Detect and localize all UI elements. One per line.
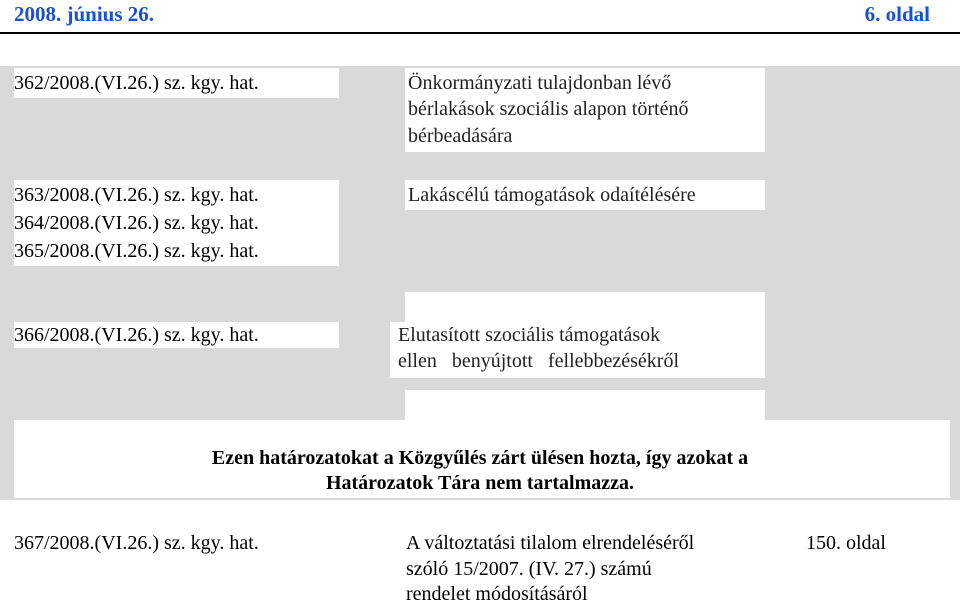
resolution-topic-line: Lakáscélú támogatások odaítélésére (408, 184, 696, 206)
resolution-topic-line: bérbeadására (408, 125, 513, 147)
closed-session-note-line: Határozatok Tára nem tartalmazza. (325, 472, 635, 494)
resolution-topic-line: A változtatási tilalom elrendeléséről (406, 532, 695, 554)
resolution-topic-line: bérlakások szociális alapon történő (408, 98, 689, 120)
resolution-number: 366/2008.(VI.26.) sz. kgy. hat. (14, 324, 259, 346)
resolution-number: 362/2008.(VI.26.) sz. kgy. hat. (14, 72, 259, 94)
resolution-topic-line: rendelet módosításáról (406, 583, 588, 605)
resolution-topic-line: Elutasított szociális támogatások (398, 324, 661, 346)
resolution-topic-line: Önkormányzati tulajdonban lévő (408, 72, 672, 94)
cell-spacer (405, 292, 765, 322)
resolution-number: 365/2008.(VI.26.) sz. kgy. hat. (14, 240, 259, 262)
resolution-page-reference: 150. oldal (806, 532, 886, 554)
resolution-number: 364/2008.(VI.26.) sz. kgy. hat. (14, 212, 259, 234)
header-page-number: 6. oldal (864, 2, 930, 26)
resolution-number: 367/2008.(VI.26.) sz. kgy. hat. (14, 532, 259, 554)
closed-session-note (0, 446, 960, 496)
cell-spacer-2 (405, 390, 765, 420)
resolution-number: 363/2008.(VI.26.) sz. kgy. hat. (14, 184, 259, 206)
resolution-topic-line: ellen benyújtott fellebbezésékről (398, 350, 680, 372)
page-header (0, 0, 960, 34)
closed-session-note-line: Ezen határozatokat a Közgyűlés zárt ülésen hozta, így azokat a (211, 447, 749, 469)
resolution-topic-line: szóló 15/2007. (IV. 27.) számú (406, 558, 652, 580)
header-date: 2008. június 26. (14, 2, 155, 26)
